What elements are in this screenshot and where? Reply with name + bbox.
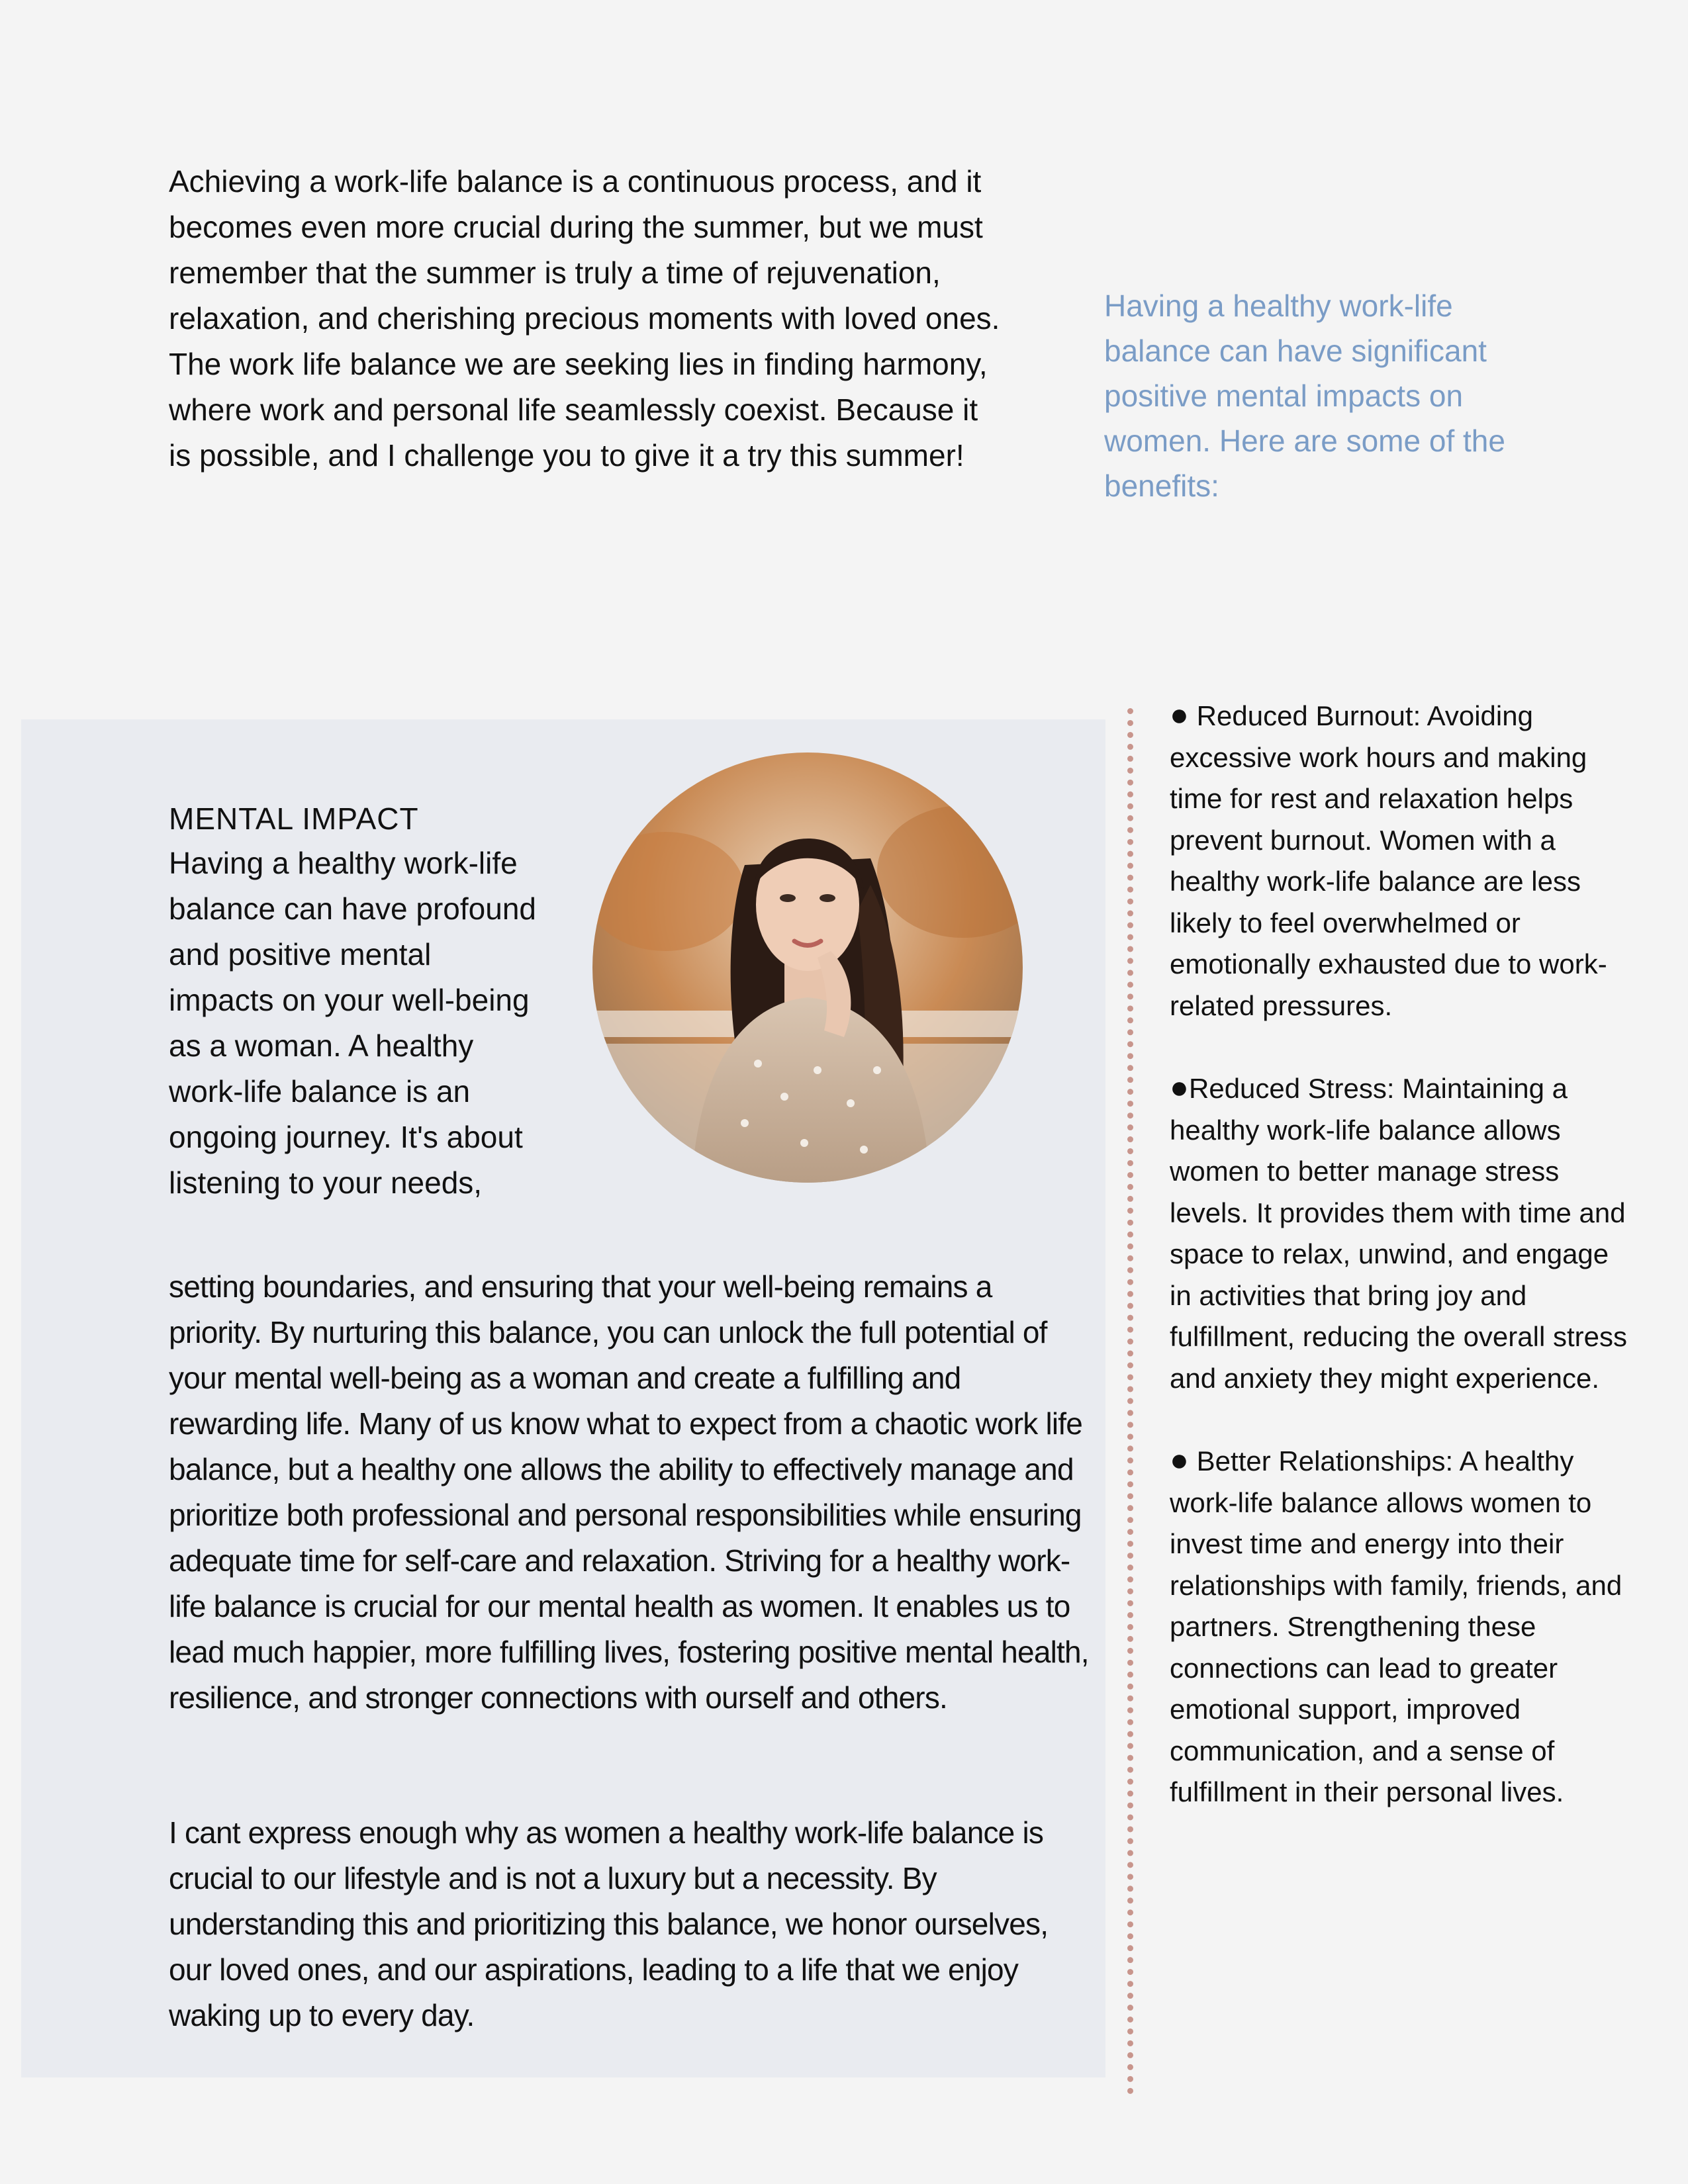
mental-impact-paragraph-start: Having a healthy work-life balance can have profound and positive mental impacts on your well-being as a woman. A healthy work-life balance is an ongoing journey. It's about listening to your needs, xyxy=(169,846,536,1200)
benefit-title: Reduced Stress: xyxy=(1189,1073,1395,1104)
benefits-callout: Having a healthy work-life balance can have significant positive mental impacts on women. Here are some of the benefits: xyxy=(1104,289,1505,503)
mental-impact-paragraph-continued: setting boundaries, and ensuring that your well-being remains a priority. By nurturing this balance, you can unlock the full potential of your mental well-being as a woman and create a fulfilling and rewarding life. Many of us know what to expect from a chaotic work life balance, but a healthy one allows the ability to effectively manage and prioritize both professional and personal responsibilities while ensuring adequate time for self-care and relaxation. Striving for a healthy work-life balance is crucial for our mental health as women. It enables us to lead much happier, more fulfilling lives, fostering positive mental health, resilience, and stronger connections with ourself and others. xyxy=(169,1269,1089,1715)
bullet-dot-icon: ● xyxy=(1170,1070,1189,1105)
benefit-title: Reduced Burnout: xyxy=(1196,700,1421,731)
benefit-text: Avoiding excessive work hours and making time for rest and relaxation helps prevent burnout. Women with a healthy work-life balance are less likely to feel overwhelmed or emotionally exhausted due to work-related pressures. xyxy=(1170,700,1607,1021)
benefit-reduced-stress xyxy=(1170,1068,1633,1399)
benefit-text: Maintaining a healthy work-life balance allows women to better manage stress levels. It provides them with time and space to relax, unwind, and engage in activities that bring joy and fulfillment, reducing the overall stress and anxiety they might experience. xyxy=(1170,1073,1627,1394)
benefits-list xyxy=(1170,695,1633,1854)
bullet-dot-icon: ● xyxy=(1170,698,1189,733)
dotted-divider xyxy=(1127,708,1133,2095)
bullet-dot-icon: ● xyxy=(1170,1443,1189,1478)
benefit-better-relationships xyxy=(1170,1440,1633,1813)
benefit-text: A healthy work-life balance allows women to invest time and energy into their relationships with family, friends, and partners. Strengthening these connections can lead to greater emotional support, improved communication, and a sense of fulfillment in their personal lives. xyxy=(1170,1445,1622,1807)
benefit-reduced-burnout xyxy=(1170,695,1633,1026)
benefit-title: Better Relationships: xyxy=(1196,1445,1454,1477)
intro-paragraph: Achieving a work-life balance is a continuous process, and it becomes even more crucial during the summer, but we must remember that the summer is truly a time of rejuvenation, relaxation, and cherishing precious moments with loved ones. The work life balance we are seeking lies in finding harmony, where work and personal life seamlessly coexist. Because it is possible, and I challenge you to give it a try this summer! xyxy=(169,164,1000,473)
woman-portrait-photo xyxy=(592,752,1023,1183)
mental-impact-heading: MENTAL IMPACT xyxy=(169,801,419,836)
mental-impact-closing-paragraph: I cant express enough why as women a healthy work-life balance is crucial to our lifestyle and is not a luxury but a necessity. By understanding this and prioritizing this balance, we honor ourselves, our loved ones, and our aspirations, leading to a life that we enjoy waking up to every day. xyxy=(169,1815,1049,2032)
